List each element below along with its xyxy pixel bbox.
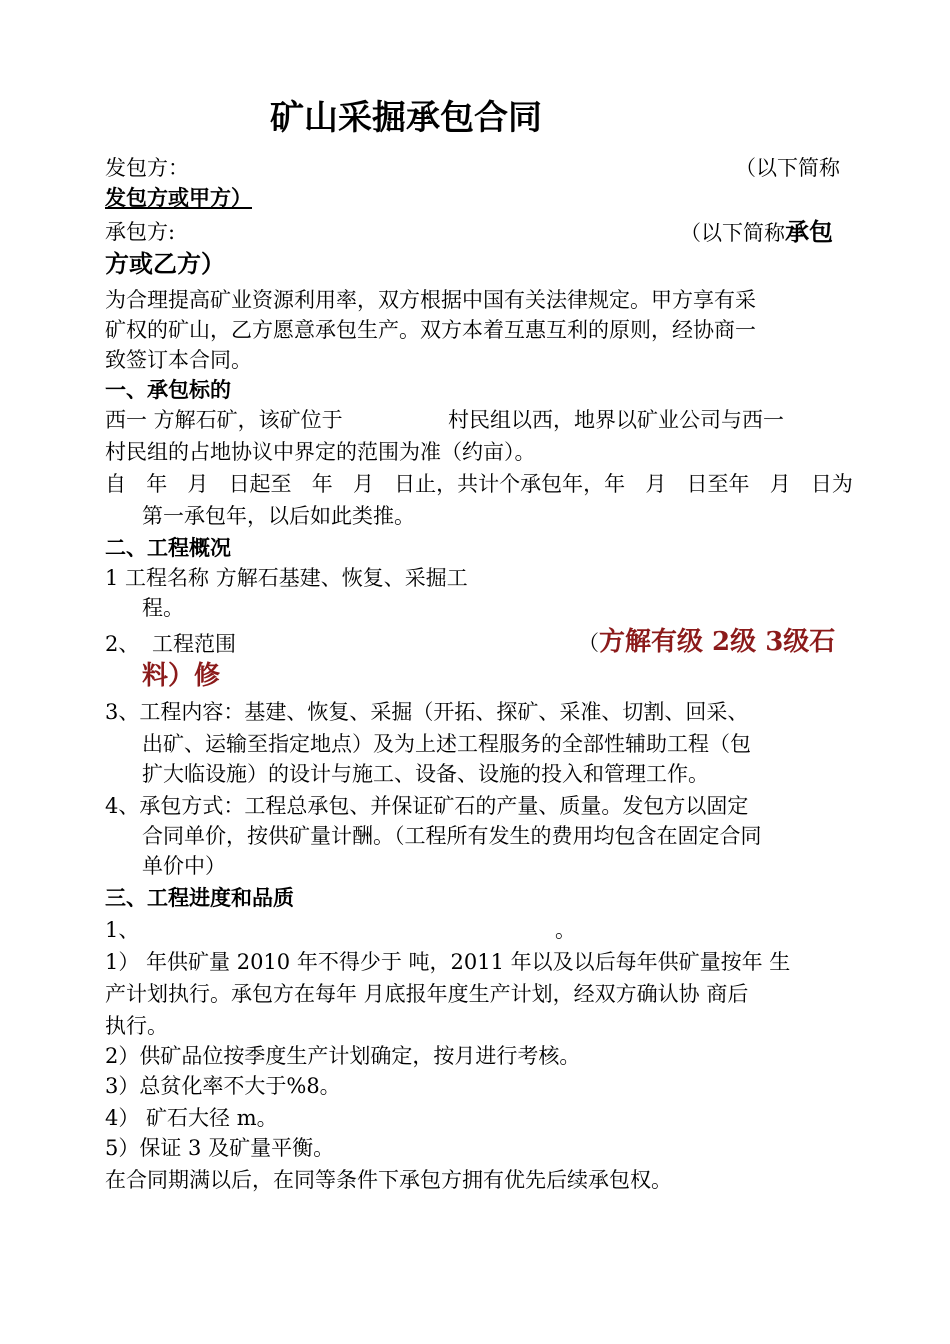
section-1-heading: 一、承包标的 [105,377,231,402]
term-cell: 日起至 [228,472,292,496]
contractor-short: 方或乙方） [105,249,225,278]
section-2-item-2-num: 2、 [105,632,140,656]
section-1-line-1b: 村民组以西，地界以矿业公司与西一 [448,408,784,432]
term-cell: 月 [352,472,374,496]
issuer-label: 发包方： [105,156,189,180]
section-2-item-3-line-2: 出矿、运输至指定地点）及为上述工程服务的全部性辅助工程（包 [142,732,751,756]
term-cell: 日至年 [686,472,750,496]
contractor-note-bold: 承包 [785,217,833,246]
section-3-p3: 3）总贫化率不大于%8。 [105,1074,341,1098]
section-2-item-1b: 程。 [142,596,184,620]
contractor-note-text: （以下简称 [680,221,785,245]
term-cell: 月 [187,472,209,496]
range-text-a: 方解有级 2级 3级石 [599,627,836,657]
section-3-p5: 5）保证 3 及矿量平衡。 [105,1136,335,1160]
term-cell: 年 [311,472,333,496]
term-cell: 日止，共计个承包年，年 [394,472,626,496]
term-cell: 月 [769,472,791,496]
section-3-p2: 2）供矿品位按季度生产计划确定，按月进行考核。 [105,1044,581,1068]
section-3-item-1-num: 1、 [105,918,140,942]
range-paren: （ [578,631,599,655]
section-2-item-3-line-1: 3、工程内容：基建、恢复、采掘（开拓、探矿、采准、切割、回采、 [105,700,749,724]
section-2-heading: 二、工程概况 [105,535,231,560]
section-3-p1-line-3: 执行。 [105,1014,168,1038]
section-1-line-4: 第一承包年，以后如此类推。 [142,504,415,528]
section-3-p4: 4） 矿石大径 m。 [105,1106,278,1130]
term-cell: 日为 [810,472,853,496]
issuer-note: （以下简称 [735,156,840,180]
section-1-line-1a: 西一 方解石矿，该矿位于 [105,408,343,432]
section-2-item-4-line-1: 4、承包方式：工程总承包、并保证矿石的产量、质量。发包方以固定 [105,794,749,818]
contractor-note [680,218,833,247]
section-2-item-3-line-3: 扩大临设施）的设计与施工、设备、设施的投入和管理工作。 [142,762,709,786]
section-3-heading: 三、工程进度和品质 [105,885,294,910]
intro-line-3: 致签订本合同。 [105,348,252,372]
section-1-line-3 [105,470,853,498]
term-cell: 自 [105,472,126,496]
contractor-label: 承包方: [105,220,176,244]
term-cell: 月 [645,472,667,496]
page-title: 矿山采掘承包合同 [270,98,542,138]
section-2-item-1a: 1 工程名称 方解石基建、恢复、采掘工 [105,566,468,590]
section-2-item-2-range-b: 料）修 [142,661,221,691]
section-2-item-4-line-2: 合同单价，按供矿量计酬。（工程所有发生的费用均包含在固定合同 [142,824,762,848]
intro-line-2: 矿权的矿山，乙方愿意承包生产。双方本着互惠互利的原则，经协商一 [105,318,756,342]
section-3-item-1-end: 。 [555,918,576,942]
section-3-p1-line-1: 1） 年供矿量 2010 年不得少于 吨，2011 年以及以后每年供矿量按年 生 [105,950,791,974]
intro-line-1: 为合理提高矿业资源利用率，双方根据中国有关法律规定。甲方享有采 [105,288,756,312]
closing-line: 在合同期满以后，在同等条件下承包方拥有优先后续承包权。 [105,1168,672,1192]
section-2-item-2-label: 工程范围 [152,632,236,656]
section-2-item-2-range [578,628,835,657]
issuer-short: 发包方或甲方） [105,185,252,210]
section-3-p1-line-2: 产计划执行。承包方在每年 月底报年度生产计划，经双方确认协 商后 [105,982,749,1006]
term-cell: 年 [146,472,168,496]
section-1-line-2: 村民组的占地协议中界定的范围为准（约亩）。 [105,440,536,464]
section-2-item-4-line-3: 单价中） [142,854,226,878]
